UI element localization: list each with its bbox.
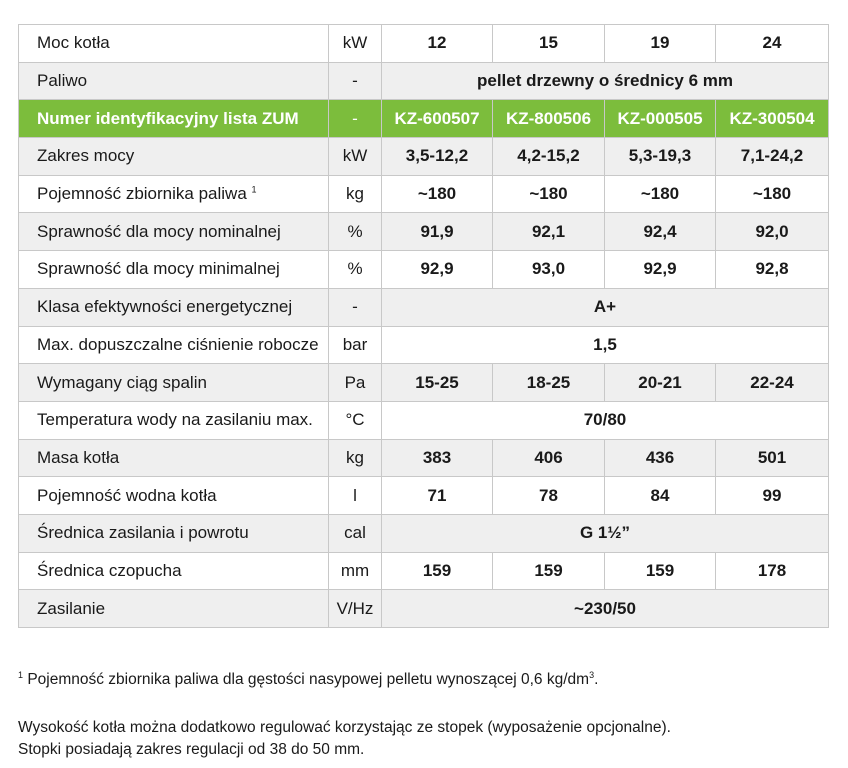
row-unit: bar <box>329 326 382 364</box>
row-label-text: Pojemność wodna kotła <box>37 485 217 505</box>
row-label <box>19 364 329 402</box>
row-label-text: Masa kotła <box>37 447 120 467</box>
row-value-merged: G 1½” <box>382 514 829 552</box>
row-unit: % <box>329 251 382 289</box>
row-label <box>19 326 329 364</box>
row-label-text: Sprawność dla mocy nominalnej <box>37 221 281 241</box>
footnote-superscript: 3 <box>589 670 595 680</box>
row-value: KZ-600507 <box>382 100 493 138</box>
row-label <box>19 439 329 477</box>
row-value-merged: ~230/50 <box>382 590 829 628</box>
row-value: 92,1 <box>493 213 605 251</box>
row-value: 93,0 <box>493 251 605 289</box>
row-label-footnote-mark: 1 <box>251 184 257 195</box>
table-row <box>19 62 829 100</box>
row-value: 436 <box>605 439 716 477</box>
row-value: 20-21 <box>605 364 716 402</box>
row-label <box>19 514 329 552</box>
footnote-line <box>18 664 828 691</box>
row-unit: kW <box>329 138 382 176</box>
row-value-merged: pellet drzewny o średnicy 6 mm <box>382 62 829 100</box>
row-value: 78 <box>493 477 605 515</box>
row-label <box>19 590 329 628</box>
row-unit: kg <box>329 175 382 213</box>
table-row <box>19 138 829 176</box>
footnote-mark: 1 <box>18 670 24 680</box>
row-unit: - <box>329 100 382 138</box>
row-unit: °C <box>329 401 382 439</box>
row-value: 71 <box>382 477 493 515</box>
table-row <box>19 364 829 402</box>
row-value: 178 <box>716 552 829 590</box>
row-value: 7,1-24,2 <box>716 138 829 176</box>
table-row <box>19 590 829 628</box>
note-line-1: Wysokość kotła można dodatkowo regulować korzystając ze stopek (wyposażenie opcjonalne). <box>18 719 671 737</box>
table-row <box>19 288 829 326</box>
table-row <box>19 552 829 590</box>
row-value: ~180 <box>382 175 493 213</box>
row-value: 84 <box>605 477 716 515</box>
row-unit: kW <box>329 25 382 63</box>
row-value: 22-24 <box>716 364 829 402</box>
table-row <box>19 477 829 515</box>
row-value: 3,5-12,2 <box>382 138 493 176</box>
row-value: 12 <box>382 25 493 63</box>
row-label <box>19 213 329 251</box>
row-label <box>19 251 329 289</box>
table-body <box>19 25 829 628</box>
row-unit: - <box>329 62 382 100</box>
row-value: 15-25 <box>382 364 493 402</box>
row-value: 159 <box>493 552 605 590</box>
row-value: 18-25 <box>493 364 605 402</box>
row-value: ~180 <box>605 175 716 213</box>
row-unit: V/Hz <box>329 590 382 628</box>
note-line-2: Stopki posiadają zakres regulacji od 38 do 50 mm. <box>18 741 365 759</box>
row-value: 99 <box>716 477 829 515</box>
row-value: 92,4 <box>605 213 716 251</box>
row-value: KZ-000505 <box>605 100 716 138</box>
row-unit: - <box>329 288 382 326</box>
row-label <box>19 288 329 326</box>
table-row <box>19 100 829 138</box>
table-row <box>19 401 829 439</box>
footnote-text: Pojemność zbiornika paliwa dla gęstości nasypowej pelletu wynoszącej 0,6 kg/dm <box>23 671 590 689</box>
table-row <box>19 25 829 63</box>
row-label <box>19 62 329 100</box>
table-row <box>19 439 829 477</box>
row-label <box>19 175 329 213</box>
row-label <box>19 477 329 515</box>
specification-table <box>18 24 829 628</box>
row-value: 159 <box>605 552 716 590</box>
row-unit: Pa <box>329 364 382 402</box>
row-unit: mm <box>329 552 382 590</box>
row-value: 19 <box>605 25 716 63</box>
row-label-text: Moc kotła <box>37 33 110 53</box>
row-value: 406 <box>493 439 605 477</box>
row-value-merged: 70/80 <box>382 401 829 439</box>
row-label-text: Średnica czopucha <box>37 560 182 580</box>
row-value: 383 <box>382 439 493 477</box>
table-row <box>19 326 829 364</box>
row-value: 92,0 <box>716 213 829 251</box>
row-label-text: Klasa efektywności energetycznej <box>37 297 293 317</box>
row-value: 15 <box>493 25 605 63</box>
row-label-text: Pojemność zbiornika paliwa <box>37 184 247 204</box>
row-label <box>19 138 329 176</box>
row-label <box>19 100 329 138</box>
row-label-text: Zakres mocy <box>37 146 135 166</box>
row-value: 92,9 <box>382 251 493 289</box>
table-row <box>19 213 829 251</box>
table-row <box>19 175 829 213</box>
row-unit: kg <box>329 439 382 477</box>
footnotes <box>18 664 828 761</box>
row-label-text: Numer identyfikacyjny lista ZUM <box>37 108 299 128</box>
row-value: 92,8 <box>716 251 829 289</box>
row-unit: % <box>329 213 382 251</box>
row-value: 5,3-19,3 <box>605 138 716 176</box>
row-label-text: Średnica zasilania i powrotu <box>37 523 249 543</box>
row-value: 501 <box>716 439 829 477</box>
row-value: ~180 <box>493 175 605 213</box>
row-label <box>19 552 329 590</box>
row-value: 159 <box>382 552 493 590</box>
table-row <box>19 514 829 552</box>
row-value: KZ-300504 <box>716 100 829 138</box>
row-value: KZ-800506 <box>493 100 605 138</box>
table-row <box>19 251 829 289</box>
row-label-text: Zasilanie <box>37 598 106 618</box>
row-value: ~180 <box>716 175 829 213</box>
row-value-merged: 1,5 <box>382 326 829 364</box>
row-label-text: Max. dopuszczalne ciśnienie robocze <box>37 334 319 354</box>
row-label-text: Wymagany ciąg spalin <box>37 372 207 392</box>
row-unit: cal <box>329 514 382 552</box>
row-label-text: Temperatura wody na zasilaniu max. <box>37 410 313 430</box>
row-value: 24 <box>716 25 829 63</box>
row-unit: l <box>329 477 382 515</box>
row-value: 91,9 <box>382 213 493 251</box>
footnote-end: . <box>594 671 599 689</box>
row-label-text: Paliwo <box>37 71 88 91</box>
row-value: 4,2-15,2 <box>493 138 605 176</box>
row-label-text: Sprawność dla mocy minimalnej <box>37 259 280 279</box>
row-label <box>19 25 329 63</box>
row-value: 92,9 <box>605 251 716 289</box>
row-value-merged: A+ <box>382 288 829 326</box>
row-label <box>19 401 329 439</box>
